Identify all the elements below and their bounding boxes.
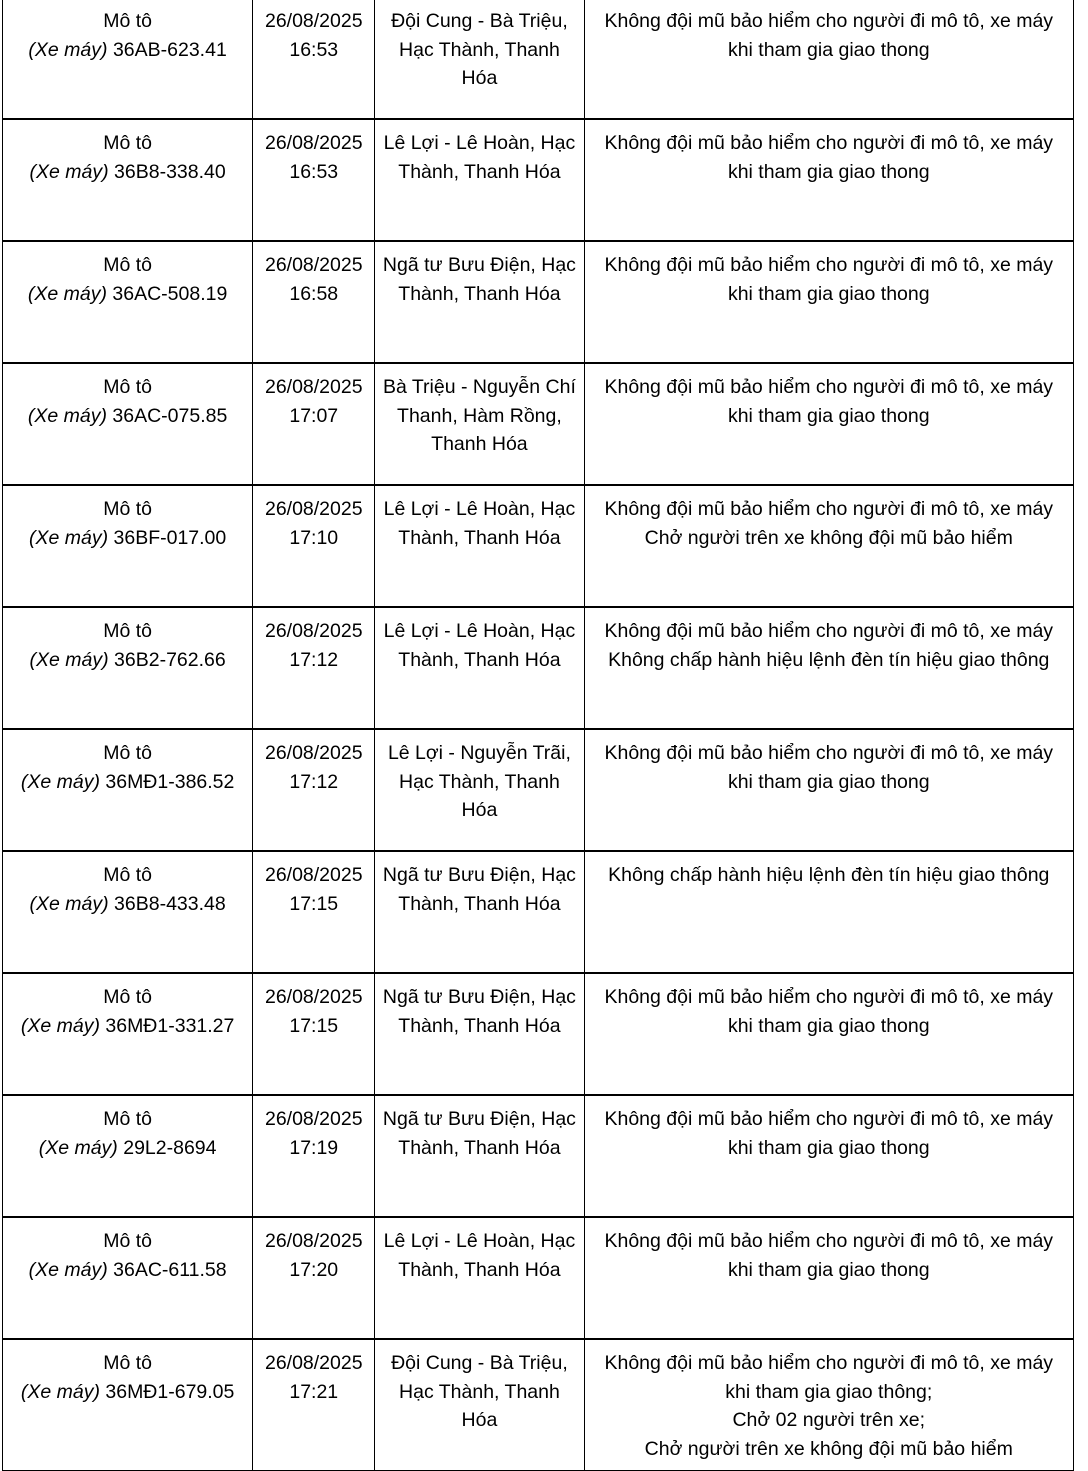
vehicle-type-label: Mô tô	[103, 132, 152, 154]
vehicle-type-label: Mô tô	[103, 1230, 152, 1252]
vehicle-kind-label: (Xe máy)	[20, 770, 100, 793]
cell-violation	[584, 363, 1073, 485]
cell-time	[253, 485, 375, 607]
vehicle-plate-line	[9, 36, 246, 65]
vehicle-type-label: Mô tô	[103, 498, 152, 520]
violation-line: Không chấp hành hiệu lệnh đèn tín hiệu giao thông	[608, 864, 1050, 886]
vehicle-kind-label: (Xe máy)	[27, 282, 107, 305]
cell-violation	[584, 1095, 1073, 1217]
violation-line: Không đội mũ bảo hiểm cho người đi mô tô, xe máy khi tham gia giao thong	[604, 986, 1054, 1037]
vehicle-plate-line	[9, 1378, 246, 1407]
cell-vehicle	[3, 0, 253, 119]
violation-line: Không đội mũ bảo hiểm cho người đi mô tô, xe máy khi tham gia giao thong	[604, 742, 1054, 793]
violation-clock-time: 17:15	[289, 892, 339, 915]
violation-clock-time: 17:19	[289, 1136, 339, 1159]
vehicle-plate-line	[9, 1012, 246, 1041]
cell-vehicle	[3, 1095, 253, 1217]
cell-vehicle	[3, 241, 253, 363]
table-row	[3, 1339, 1074, 1470]
cell-violation	[584, 119, 1073, 241]
cell-time	[253, 607, 375, 729]
cell-location: Ngã tư Bưu Điện, Hạc Thành, Thanh Hóa	[375, 241, 584, 363]
violation-line: Chở người trên xe không đội mũ bảo hiểm	[644, 1437, 1013, 1460]
cell-vehicle	[3, 119, 253, 241]
cell-time	[253, 363, 375, 485]
cell-location: Lê Lợi - Nguyễn Trãi, Hạc Thành, Thanh Hóa	[375, 729, 584, 851]
vehicle-plate-line	[9, 402, 246, 431]
table-row	[3, 1095, 1074, 1217]
cell-violation	[584, 1339, 1073, 1470]
cell-location: Ngã tư Bưu Điện, Hạc Thành, Thanh Hóa	[375, 851, 584, 973]
cell-location: Lê Lợi - Lê Hoàn, Hạc Thành, Thanh Hóa	[375, 607, 584, 729]
cell-time	[253, 1217, 375, 1339]
violation-clock-time: 16:58	[289, 282, 339, 305]
cell-violation	[584, 0, 1073, 119]
vehicle-type-label: Mô tô	[103, 376, 152, 398]
vehicle-plate-line	[9, 890, 246, 919]
cell-location: Đội Cung - Bà Triệu, Hạc Thành, Thanh Hóa	[375, 0, 584, 119]
violation-line: Không đội mũ bảo hiểm cho người đi mô tô, xe máy khi tham gia giao thông;	[604, 1352, 1054, 1403]
vehicle-plate-number: 36AB-623.41	[112, 38, 227, 61]
vehicle-kind-label: (Xe máy)	[28, 1258, 108, 1281]
vehicle-kind-label: (Xe máy)	[28, 526, 109, 549]
violation-line: Không đội mũ bảo hiểm cho người đi mô tô, xe máy	[604, 620, 1054, 642]
vehicle-kind-label: (Xe máy)	[28, 38, 108, 61]
violation-clock-time: 17:21	[289, 1380, 339, 1403]
violation-date: 26/08/2025	[264, 742, 363, 764]
violation-date: 26/08/2025	[264, 1108, 363, 1130]
cell-time	[253, 729, 375, 851]
vehicle-plate-number: 36MĐ1-679.05	[105, 1380, 235, 1403]
violation-clock-time: 17:20	[289, 1258, 339, 1281]
vehicle-kind-label: (Xe máy)	[29, 648, 109, 671]
violation-line: Không đội mũ bảo hiểm cho người đi mô tô, xe máy khi tham gia giao thong	[604, 132, 1054, 183]
table-row	[3, 851, 1074, 973]
vehicle-plate-number: 36AC-508.19	[112, 282, 228, 305]
vehicle-plate-number: 29L2-8694	[123, 1136, 217, 1159]
cell-location: Lê Lợi - Lê Hoàn, Hạc Thành, Thanh Hóa	[375, 485, 584, 607]
violation-clock-time: 17:07	[289, 404, 339, 427]
cell-time	[253, 241, 375, 363]
cell-time	[253, 1339, 375, 1470]
cell-time	[253, 851, 375, 973]
vehicle-plate-line	[9, 1134, 246, 1163]
violation-date: 26/08/2025	[264, 10, 363, 32]
cell-location: Đội Cung - Bà Triệu, Hạc Thành, Thanh Hóa	[375, 1339, 584, 1470]
vehicle-plate-number: 36B8-433.48	[114, 892, 226, 915]
violation-date: 26/08/2025	[264, 864, 363, 886]
cell-vehicle	[3, 485, 253, 607]
cell-violation	[584, 973, 1073, 1095]
violation-clock-time: 17:12	[289, 648, 339, 671]
table-row	[3, 119, 1074, 241]
vehicle-plate-number: 36AC-075.85	[112, 404, 228, 427]
vehicle-type-label: Mô tô	[103, 1352, 152, 1374]
violation-clock-time: 16:53	[289, 160, 339, 183]
violation-date: 26/08/2025	[264, 620, 363, 642]
violation-date: 26/08/2025	[264, 498, 363, 520]
violation-line: Chở người trên xe không đội mũ bảo hiểm	[644, 526, 1013, 549]
vehicle-type-label: Mô tô	[103, 620, 152, 642]
violation-line: Chở 02 người trên xe;	[732, 1409, 926, 1432]
violation-clock-time: 17:12	[289, 770, 339, 793]
vehicle-type-label: Mô tô	[103, 986, 152, 1008]
vehicle-kind-label: (Xe máy)	[38, 1136, 118, 1159]
violation-line: Không đội mũ bảo hiểm cho người đi mô tô, xe máy khi tham gia giao thong	[604, 254, 1054, 305]
violation-clock-time: 17:10	[289, 526, 339, 549]
violations-table	[2, 0, 1074, 1471]
cell-vehicle	[3, 1339, 253, 1470]
violation-line: Không đội mũ bảo hiểm cho người đi mô tô, xe máy khi tham gia giao thong	[604, 376, 1054, 427]
cell-location: Ngã tư Bưu Điện, Hạc Thành, Thanh Hóa	[375, 1095, 584, 1217]
cell-location: Ngã tư Bưu Điện, Hạc Thành, Thanh Hóa	[375, 973, 584, 1095]
vehicle-type-label: Mô tô	[103, 1108, 152, 1130]
table-row	[3, 729, 1074, 851]
cell-time	[253, 973, 375, 1095]
violation-line: Không chấp hành hiệu lệnh đèn tín hiệu giao thông	[608, 648, 1050, 671]
vehicle-plate-line	[9, 646, 246, 675]
vehicle-type-label: Mô tô	[103, 254, 152, 276]
violation-date: 26/08/2025	[264, 254, 363, 276]
vehicle-plate-line	[9, 158, 246, 187]
violation-date: 26/08/2025	[264, 986, 363, 1008]
cell-vehicle	[3, 729, 253, 851]
vehicle-kind-label: (Xe máy)	[29, 160, 109, 183]
table-row	[3, 241, 1074, 363]
violation-date: 26/08/2025	[264, 132, 363, 154]
vehicle-plate-number: 36B8-338.40	[114, 160, 226, 183]
violation-line: Không đội mũ bảo hiểm cho người đi mô tô, xe máy khi tham gia giao thong	[604, 1108, 1054, 1159]
cell-time	[253, 119, 375, 241]
violation-line: Không đội mũ bảo hiểm cho người đi mô tô, xe máy	[604, 498, 1054, 520]
vehicle-plate-number: 36AC-611.58	[113, 1258, 227, 1281]
violation-date: 26/08/2025	[264, 1230, 363, 1252]
vehicle-plate-line	[9, 280, 246, 309]
vehicle-plate-number: 36MĐ1-386.52	[105, 770, 235, 793]
vehicle-plate-number: 36B2-762.66	[114, 648, 226, 671]
table-row	[3, 363, 1074, 485]
vehicle-plate-line	[9, 1256, 246, 1285]
vehicle-plate-line	[9, 524, 246, 553]
violation-clock-time: 17:15	[289, 1014, 339, 1037]
violation-line: Không đội mũ bảo hiểm cho người đi mô tô, xe máy khi tham gia giao thong	[604, 1230, 1054, 1281]
cell-vehicle	[3, 1217, 253, 1339]
vehicle-type-label: Mô tô	[103, 10, 152, 32]
cell-violation	[584, 1217, 1073, 1339]
violation-date: 26/08/2025	[264, 376, 363, 398]
table-row	[3, 0, 1074, 119]
cell-vehicle	[3, 851, 253, 973]
vehicle-type-label: Mô tô	[103, 864, 152, 886]
violation-date: 26/08/2025	[264, 1352, 363, 1374]
cell-vehicle	[3, 607, 253, 729]
cell-violation	[584, 851, 1073, 973]
violations-table-body	[3, 0, 1074, 1470]
table-row	[3, 485, 1074, 607]
vehicle-plate-number: 36MĐ1-331.27	[105, 1014, 235, 1037]
cell-vehicle	[3, 973, 253, 1095]
violation-clock-time: 16:53	[289, 38, 339, 61]
cell-location: Lê Lợi - Lê Hoàn, Hạc Thành, Thanh Hóa	[375, 119, 584, 241]
vehicle-kind-label: (Xe máy)	[27, 404, 107, 427]
cell-violation	[584, 607, 1073, 729]
cell-violation	[584, 241, 1073, 363]
cell-location: Lê Lợi - Lê Hoàn, Hạc Thành, Thanh Hóa	[375, 1217, 584, 1339]
cell-time	[253, 1095, 375, 1217]
vehicle-kind-label: (Xe máy)	[29, 892, 109, 915]
vehicle-kind-label: (Xe máy)	[20, 1380, 100, 1403]
cell-violation	[584, 729, 1073, 851]
table-row	[3, 607, 1074, 729]
vehicle-plate-line	[9, 768, 246, 797]
vehicle-plate-number: 36BF-017.00	[113, 526, 227, 549]
violation-line: Không đội mũ bảo hiểm cho người đi mô tô, xe máy khi tham gia giao thong	[604, 10, 1054, 61]
vehicle-kind-label: (Xe máy)	[20, 1014, 100, 1037]
cell-vehicle	[3, 363, 253, 485]
vehicle-type-label: Mô tô	[103, 742, 152, 764]
cell-time	[253, 0, 375, 119]
cell-location: Bà Triệu - Nguyễn Chí Thanh, Hàm Rồng, Thanh Hóa	[375, 363, 584, 485]
table-row	[3, 973, 1074, 1095]
table-row	[3, 1217, 1074, 1339]
cell-violation	[584, 485, 1073, 607]
